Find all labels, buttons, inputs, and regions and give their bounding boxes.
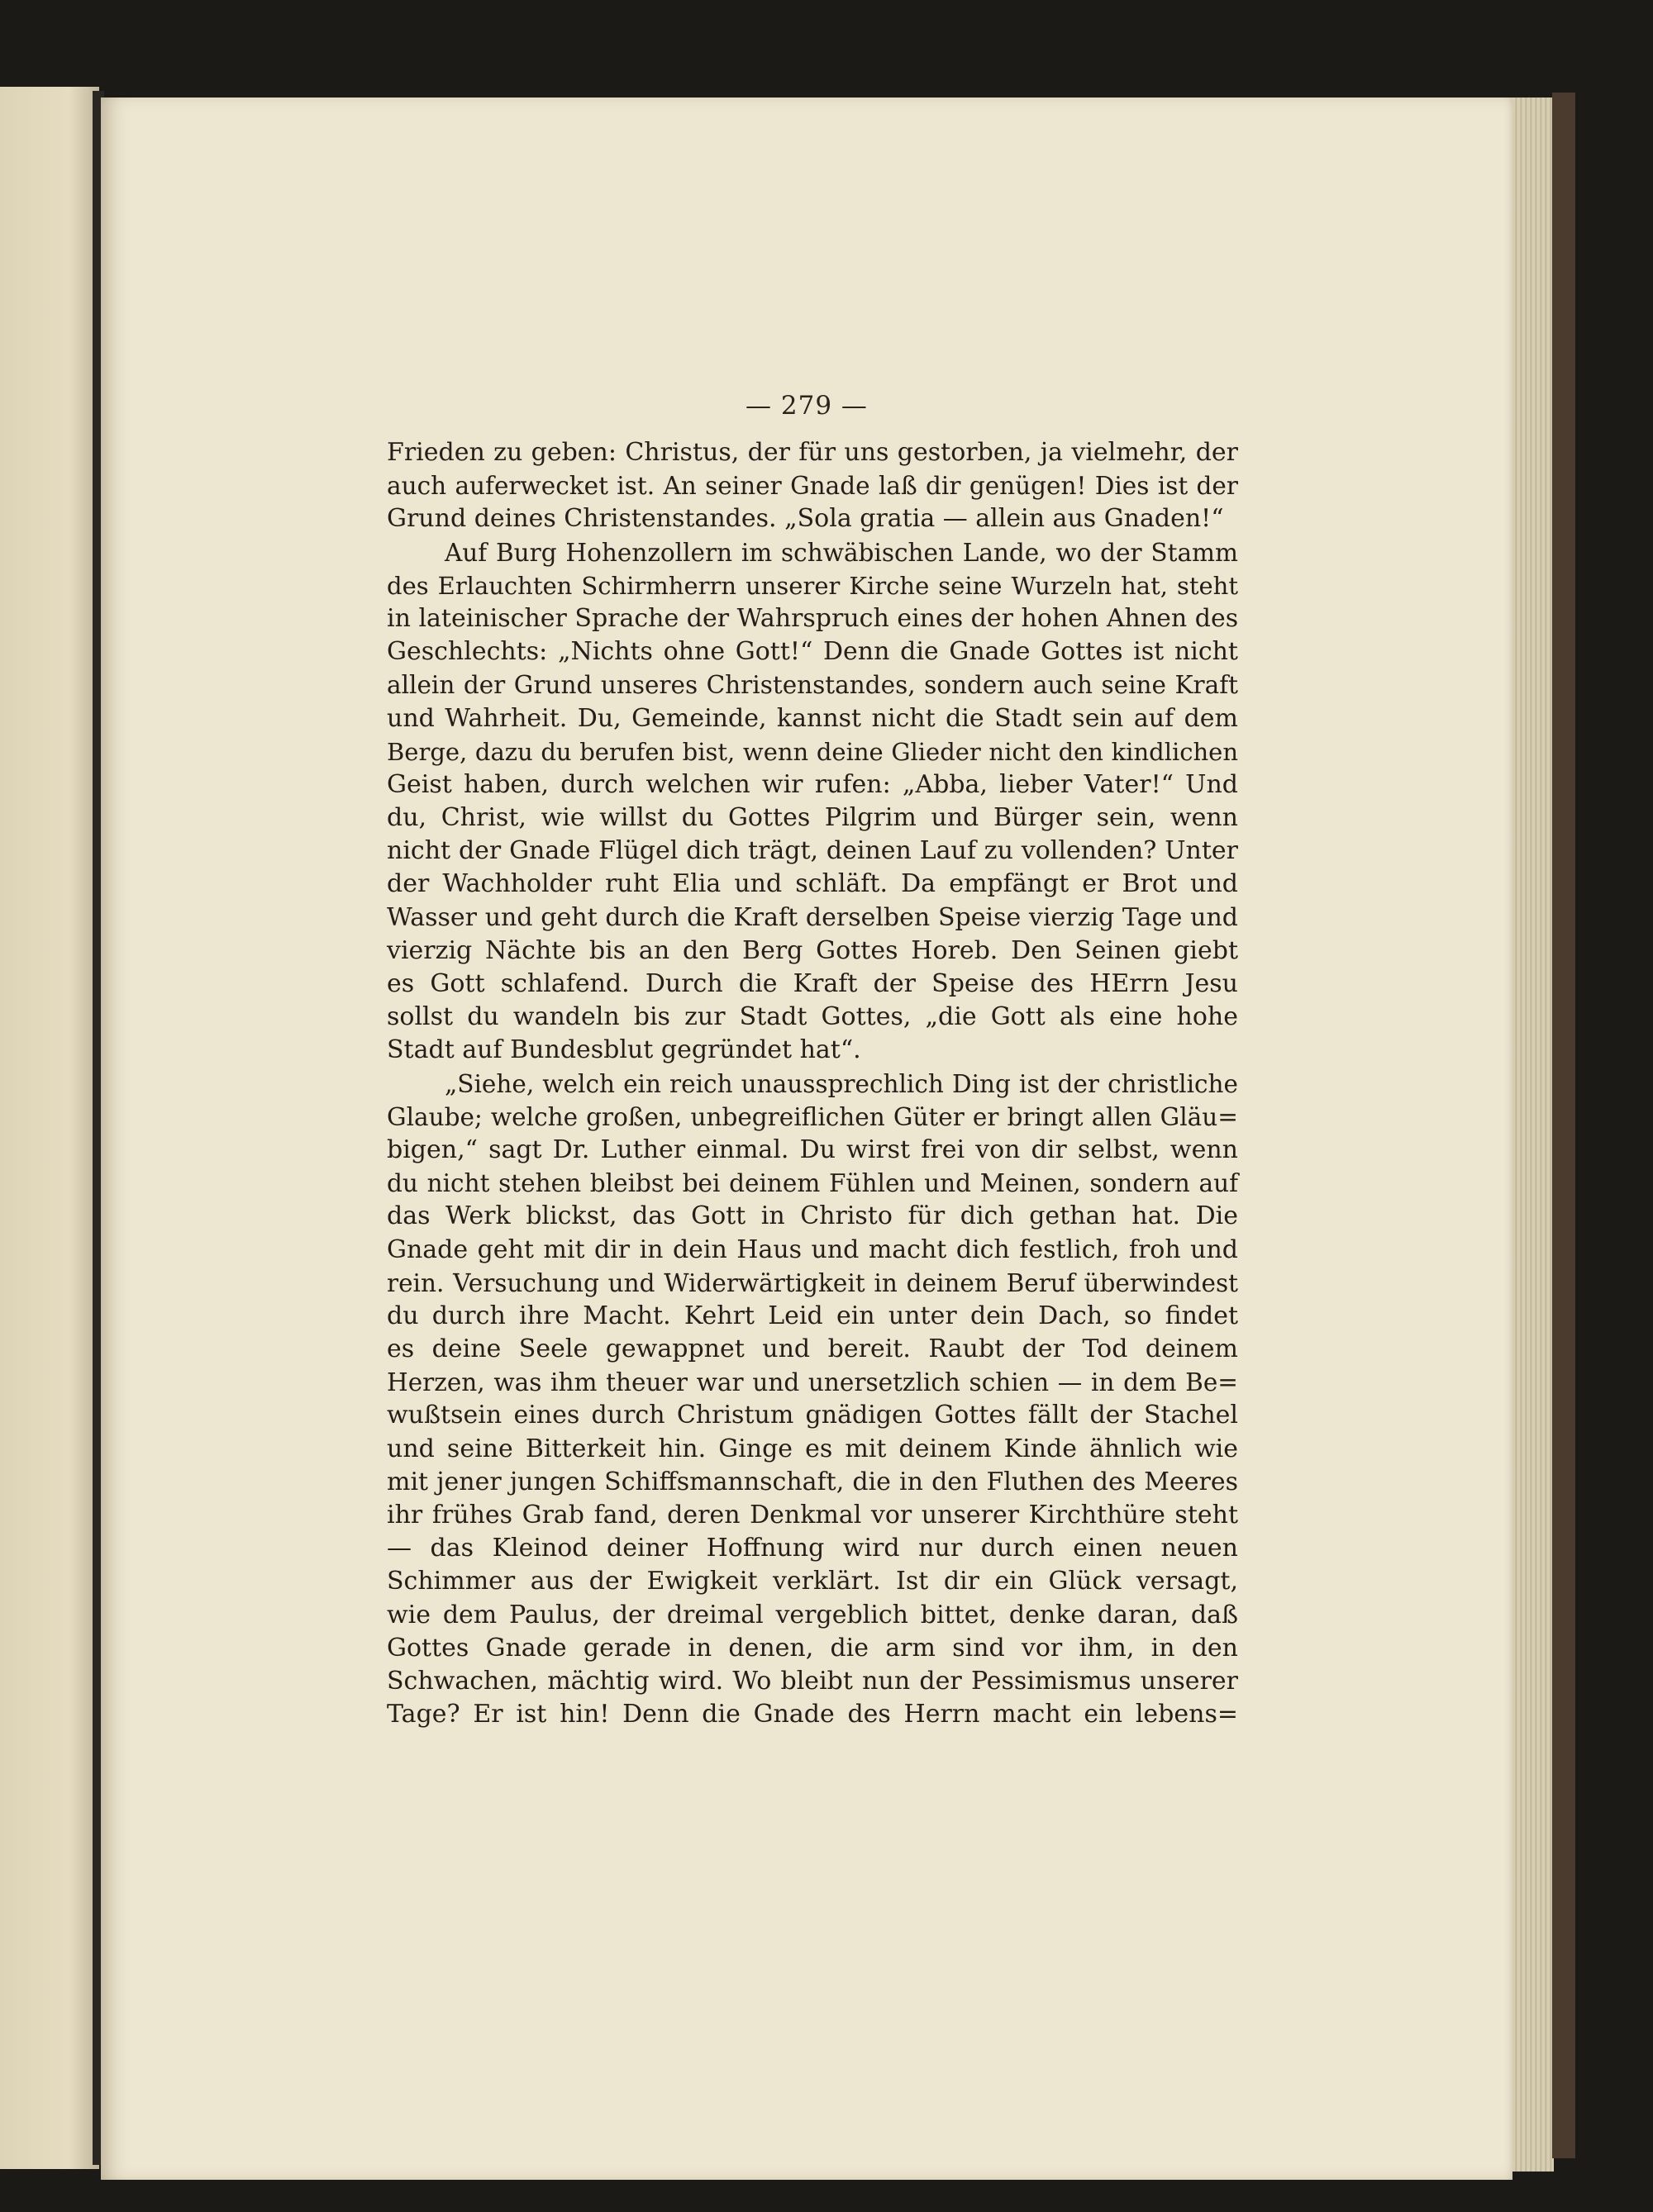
text-line: es deine Seele gewappnet und bereit. Raubt der Tod deinem bbox=[387, 1334, 1238, 1364]
text-line: Schimmer aus der Ewigkeit verklärt. Ist dir ein Glück versagt, bbox=[387, 1567, 1238, 1596]
text-line: Geschlechts: „Nichts ohne Gott!“ Denn die Gnade Gottes ist nicht bbox=[387, 637, 1238, 667]
text-line: es Gott schlafend. Durch die Kraft der Speise des HErrn Jesu bbox=[387, 969, 1238, 998]
text-line: Frieden zu geben: Christus, der für uns gestorben, ja vielmehr, der bbox=[387, 438, 1238, 467]
text-line: — das Kleinod deiner Hoffnung wird nur durch einen neuen bbox=[387, 1534, 1238, 1563]
page-number: — 279 — bbox=[746, 391, 868, 421]
text-line: allein der Grund unseres Christenstandes, sondern auch seine Kraft bbox=[387, 671, 1238, 700]
text-line: Herzen, was ihm theuer war und unersetzlich schien — in dem Be= bbox=[387, 1368, 1238, 1397]
text-line: nicht der Gnade Flügel dich trägt, deinen Lauf zu vollenden? Unter bbox=[387, 836, 1238, 866]
text-line: Tage? Er ist hin! Denn die Gnade des Herrn macht ein lebens= bbox=[387, 1700, 1238, 1729]
text-line: ihr frühes Grab fand, deren Denkmal vor unserer Kirchthüre steht bbox=[387, 1501, 1238, 1529]
text-line: Schwachen, mächtig wird. Wo bleibt nun der Pessimismus unserer bbox=[387, 1666, 1238, 1696]
text-line: in lateinischer Sprache der Wahrspruch eines der hohen Ahnen des bbox=[387, 603, 1239, 633]
text-line: du durch ihre Macht. Kehrt Leid ein unter dein Dach, so findet bbox=[387, 1301, 1238, 1330]
text-line: Gnade geht mit dir in dein Haus und macht dich festlich, froh und bbox=[387, 1234, 1238, 1264]
text-line: „Siehe, welch ein reich unaussprechlich Ding ist der christliche bbox=[445, 1069, 1238, 1098]
text-line: des Erlauchten Schirmherrn unserer Kirche seine Wurzeln hat, steht bbox=[387, 571, 1238, 600]
body-text bbox=[387, 436, 1238, 1731]
text-line: du nicht stehen bleibst bei deinem Fühlen und Meinen, sondern auf bbox=[387, 1169, 1238, 1198]
text-line: der Wachholder ruht Elia und schläft. Da empfängt er Brot und bbox=[387, 869, 1238, 899]
text-line: mit jener jungen Schiffsmannschaft, die in den Fluthen des Meeres bbox=[387, 1467, 1238, 1496]
text-line: Grund deines Christenstandes. „Sola gratia — allein aus Gnaden!“ bbox=[387, 504, 1224, 534]
text-line: Wasser und geht durch die Kraft derselben Speise vierzig Tage und bbox=[387, 902, 1238, 932]
text-line: das Werk blickst, das Gott in Christo für dich gethan hat. Die bbox=[387, 1201, 1238, 1231]
text-line: sollst du wandeln bis zur Stadt Gottes, „die Gott als eine hohe bbox=[387, 1002, 1238, 1032]
text-line: Berge, dazu du berufen bist, wenn deine Glieder nicht den kindlichen bbox=[387, 737, 1238, 766]
text-line: bigen,“ sagt Dr. Luther einmal. Du wirst frei von dir selbst, wenn bbox=[387, 1135, 1238, 1164]
text-line: auch auferwecket ist. An seiner Gnade laß dir genügen! Dies ist der bbox=[387, 472, 1238, 501]
text-line: rein. Versuchung und Widerwärtigkeit in deinem Beruf überwindest bbox=[387, 1268, 1238, 1297]
text-line: wußtsein eines durch Christum gnädigen Gottes fällt der Stachel bbox=[387, 1401, 1238, 1430]
text-line: und seine Bitterkeit hin. Ginge es mit deinem Kinde ähnlich wie bbox=[387, 1434, 1238, 1463]
text-line: Gottes Gnade gerade in denen, die arm sind vor ihm, in den bbox=[387, 1633, 1238, 1663]
text-line: vierzig Nächte bis an den Berg Gottes Horeb. Den Seinen giebt bbox=[387, 935, 1238, 965]
left-page-edge bbox=[0, 87, 99, 2169]
text-line: Stadt auf Bundesblut gegründet hat“. bbox=[387, 1035, 861, 1065]
text-line: und Wahrheit. Du, Gemeinde, kannst nicht die Stadt sein auf dem bbox=[387, 703, 1238, 733]
text-line: Glaube; welche großen, unbegreiflichen Güter er bringt allen Gläu= bbox=[387, 1102, 1238, 1131]
book-cover-edge bbox=[1552, 93, 1575, 2158]
text-line: Auf Burg Hohenzollern im schwäbischen Lande, wo der Stamm bbox=[445, 538, 1238, 567]
text-line: wie dem Paulus, der dreimal vergeblich bittet, denke daran, daß bbox=[387, 1600, 1238, 1629]
text-line: du, Christ, wie willst du Gottes Pilgrim und Bürger sein, wenn bbox=[387, 803, 1238, 833]
text-line: Geist haben, durch welchen wir rufen: „Abba, lieber Vater!“ Und bbox=[387, 769, 1238, 799]
right-page bbox=[101, 98, 1512, 2180]
